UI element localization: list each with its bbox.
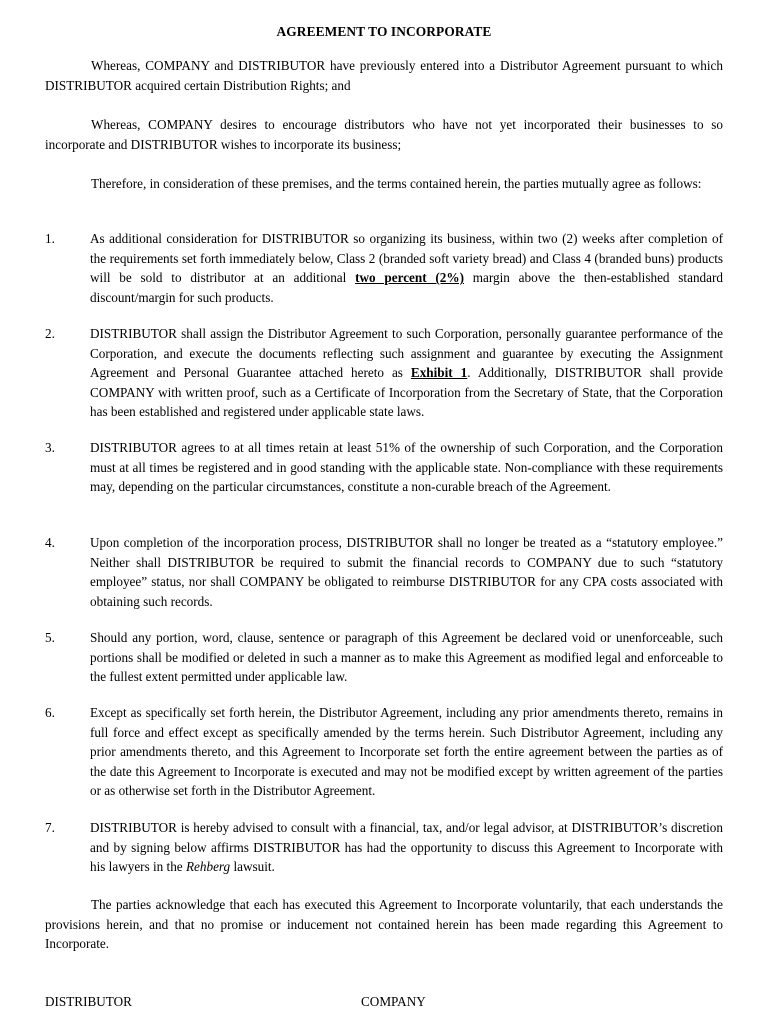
clause-6 (45, 703, 723, 801)
clause-number: 6. (45, 705, 55, 720)
clause-number: 1. (45, 231, 55, 246)
clause-text: DISTRIBUTOR is hereby advised to consult with a financial, tax, and/or legal advisor, at DISTRIBUTOR’s discretion and by signing below affirms DISTRIBUTOR has had the opportunity to discuss this Agreement to Incorporate with his lawyers in the Rehberg lawsuit. (90, 820, 723, 875)
clause-number: 3. (45, 440, 55, 455)
exhibit-reference: Exhibit 1 (410, 365, 468, 381)
clause-number: 7. (45, 820, 55, 835)
recital-3: Therefore, in consideration of these premises, and the terms contained herein, the parties mutually agree as follows: (91, 176, 702, 191)
signature-label-distributor: DISTRIBUTOR (45, 994, 132, 1009)
clause-text: DISTRIBUTOR shall assign the Distributor Agreement to such Corporation, personally guarantee performance of the Corporation, and execute the documents reflecting such assignment and guarantee by executing the Assignment Agreement and Personal Guarantee attached hereto as Exhibit 1. Additionally, DISTRIBUTOR shall provide COMPANY with written proof, such as a Certificate of Incorporation from the Secretary of State, that the Corporation has been established and registered under applicable state laws. (90, 326, 723, 420)
case-name: Rehberg (185, 859, 231, 875)
clause-1 (45, 229, 723, 307)
clause-number: 2. (45, 326, 55, 341)
clause-text: DISTRIBUTOR agrees to at all times retain at least 51% of the ownership of such Corporation, and the Corporation must at all times be registered and in good standing with the applicable state. Non-compliance with these requirements may, depending on the particular circumstances, constitute a non-curable breach of the Agreement. (90, 440, 723, 495)
clause-text: As additional consideration for DISTRIBUTOR so organizing its business, within two (2) weeks after completion of the requirements set forth immediately below, Class 2 (branded soft variety bread) and Class 4 (branded buns) products will be sold to distributor at an additional two percent (2%) margin above the then-established standard discount/margin for such products. (90, 231, 723, 305)
emphasis-two-percent: two percent (2%) (355, 270, 464, 286)
clause-2 (45, 324, 723, 422)
clause-7 (45, 818, 723, 877)
document-title: AGREEMENT TO INCORPORATE (276, 24, 492, 39)
clause-5 (45, 628, 723, 687)
recital-1: Whereas, COMPANY and DISTRIBUTOR have previously entered into a Distributor Agreement pursuant to which DISTRIBUTOR acquired certain Distribution Rights; and (45, 58, 723, 93)
signature-label-company: COMPANY (361, 994, 426, 1009)
clause-4 (45, 533, 723, 611)
clause-number: 5. (45, 630, 55, 645)
clause-text: Except as specifically set forth herein, the Distributor Agreement, including any prior amendments thereto, remains in full force and effect except as specifically amended by the terms herein. Such Distributor Agreement, including any prior amendments thereto, and this Agreement to Incorporate set forth the entire agreement between the parties as of the date this Agreement to Incorporate is executed and may not be modified except by written agreement of the parties or as otherwise set forth in the Distributor Agreement. (90, 705, 723, 799)
clause-3 (45, 438, 723, 497)
recital-2: Whereas, COMPANY desires to encourage distributors who have not yet incorporated their businesses to so incorporate and DISTRIBUTOR wishes to incorporate its business; (45, 117, 723, 152)
closing-paragraph: The parties acknowledge that each has executed this Agreement to Incorporate voluntarily, that each understands the provisions herein, and that no promise or inducement not contained herein has been made regarding this Agreement to Incorporate. (45, 897, 723, 952)
clause-text: Upon completion of the incorporation process, DISTRIBUTOR shall no longer be treated as a “statutory employee.” Neither shall DISTRIBUTOR be required to submit the financial records to COMPANY due to such “statutory employee” status, nor shall COMPANY be obligated to reimburse DISTRIBUTOR for any CPA costs associated with obtaining such records. (90, 535, 723, 609)
clause-text: Should any portion, word, clause, sentence or paragraph of this Agreement be declared void or unenforceable, such portions shall be modified or deleted in such a manner as to make this Agreement as modified legal and enforceable to the fullest extent permitted under applicable law. (90, 630, 723, 685)
clause-number: 4. (45, 535, 55, 550)
